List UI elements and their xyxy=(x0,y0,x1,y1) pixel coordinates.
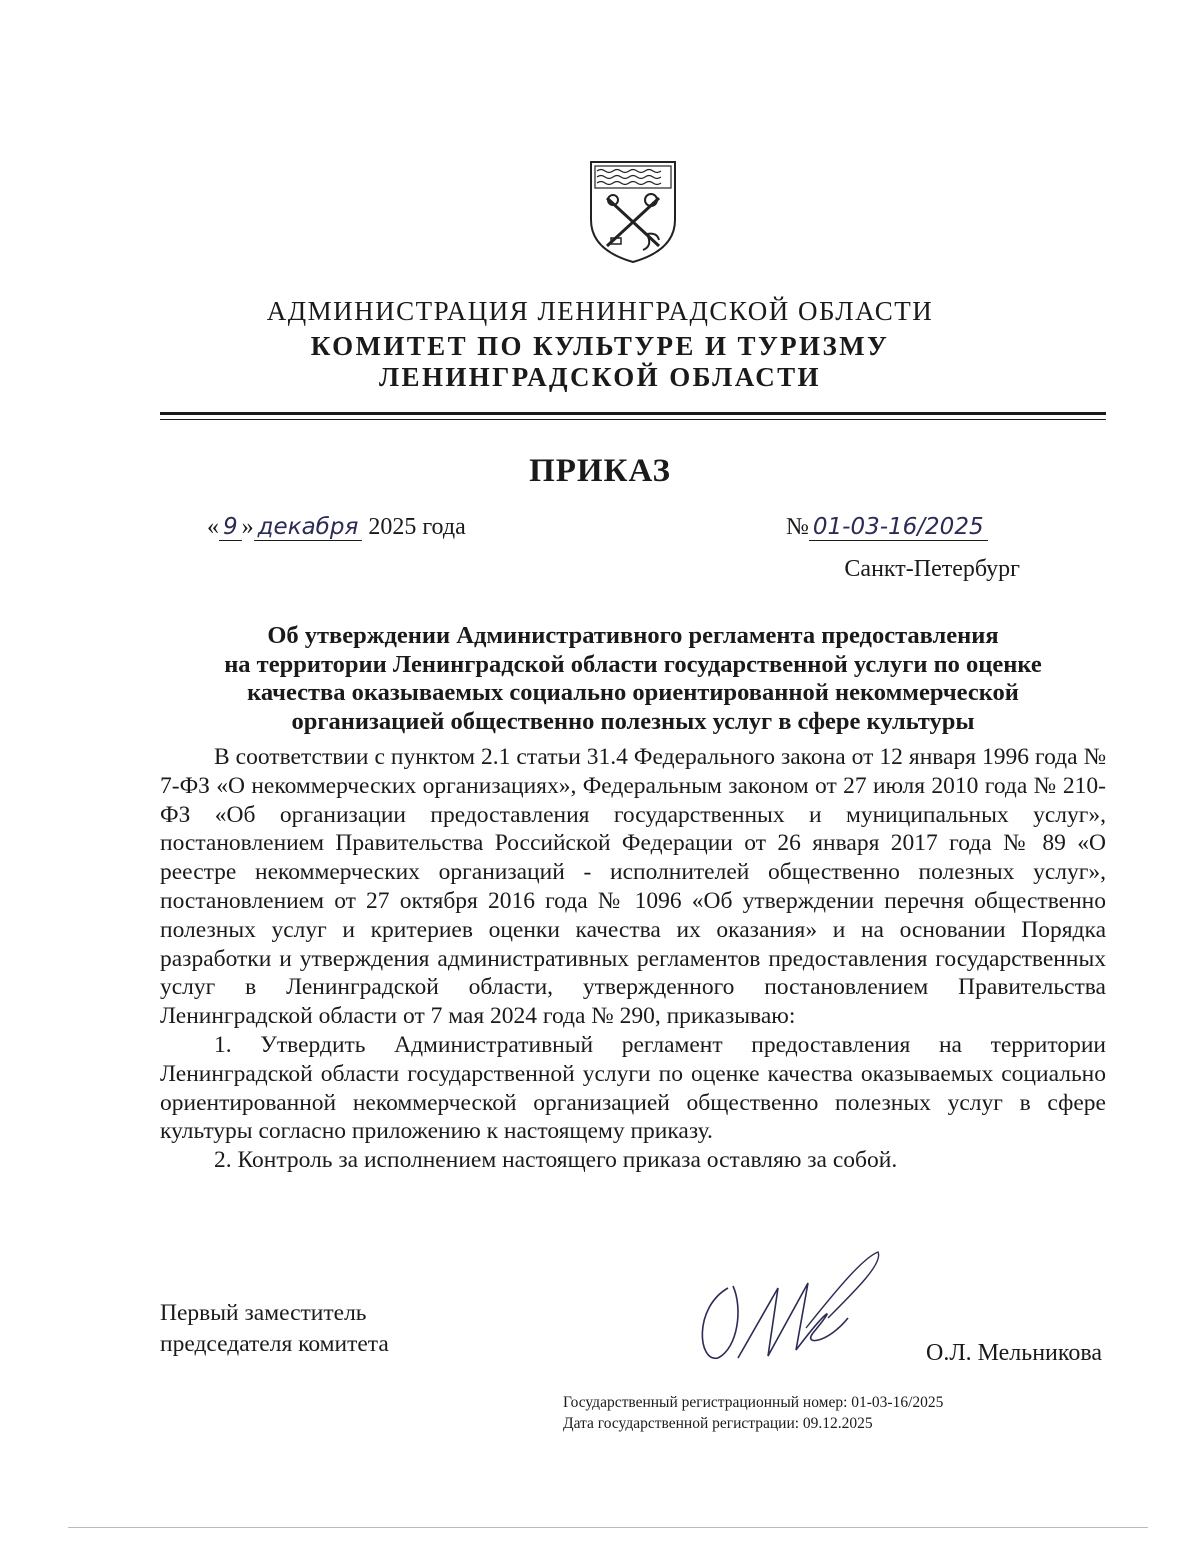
number-value: 01-03-16/2025 xyxy=(809,514,988,541)
number-prefix: № xyxy=(786,514,809,540)
registration-number: Государственный регистрационный номер: 01-03-16/2025 xyxy=(563,1394,944,1411)
order-item-2: 2. Контроль за исполнением настоящего приказа оставляю за собой. xyxy=(214,1147,898,1174)
signatory-name: О.Л. Мельникова xyxy=(925,1340,1102,1366)
position-line: председателя комитета xyxy=(160,1331,389,1357)
title-line: Об утверждении Административного регламента предоставления xyxy=(267,622,999,649)
date-open-quote: « xyxy=(207,514,219,540)
position-line: Первый заместитель xyxy=(160,1300,367,1326)
handwritten-signature xyxy=(688,1248,888,1378)
registration-stamp xyxy=(563,1392,943,1434)
title-line: организацией общественно полезных услуг в сфере культуры xyxy=(291,707,975,735)
registration-date: Дата государственной регистрации: 09.12.2025 xyxy=(563,1415,873,1432)
document-number xyxy=(786,514,988,541)
document-body xyxy=(160,743,1106,1175)
order-item-1: 1. Утвердить Административный регламент предоставления на территории Ленинградской области государственной услуги по оценке качества оказываемых социально ориентированной некоммерческой организацией общественно полезных услуг в сфере культуры согласно приложению к настоящему приказу. xyxy=(160,1031,1106,1145)
title-line: на территории Ленинградской области государственной услуги по оценке xyxy=(224,650,1042,678)
document-type: ПРИКАЗ xyxy=(529,453,671,489)
coat-of-arms-icon xyxy=(587,158,679,266)
title-line: качества оказываемых социально ориентированной некоммерческой xyxy=(247,679,1019,706)
org-name-line2: КОМИТЕТ ПО КУЛЬТУРЕ И ТУРИЗМУ xyxy=(310,331,890,361)
date-month: декабря xyxy=(254,514,363,541)
signatory-position xyxy=(160,1298,389,1360)
scan-edge-line xyxy=(68,1527,1148,1528)
header-rule-thin xyxy=(160,419,1106,420)
org-name-line3: ЛЕНИНГРАДСКОЙ ОБЛАСТИ xyxy=(379,362,821,392)
date-day: 9 xyxy=(219,514,242,541)
preamble-paragraph: В соответствии с пунктом 2.1 статьи 31.4 Федерального закона от 12 января 1996 года № 7-ФЗ «О некоммерческих организациях», Федеральным законом от 27 июля 2010 года № 210-ФЗ «Об организации предоставления государственных и муниципальных услуг», постановлением Правительства Российской Федерации от 26 января 2017 года № 89 «О реестре некоммерческих организаций - исполнителей общественно полезных услуг», постановлением от 27 октября 2016 года № 1096 «Об утверждении перечня общественно полезных услуг и критериев оценки качества их оказания» и на основании Порядка разработки и утверждения административных регламентов предоставления государственных услуг в Ленинградской области, утвержденного постановлением Правительства Ленинградской области от 7 мая 2024 года № 290, приказываю: xyxy=(160,744,1106,1030)
document-title xyxy=(160,622,1106,736)
document-date xyxy=(207,514,466,541)
document-city: Санкт-Петербург xyxy=(844,556,1020,582)
date-year: 2025 года xyxy=(368,514,466,540)
header-rule-thick xyxy=(160,412,1106,415)
date-close-quote: » xyxy=(241,514,254,540)
org-name-line1: АДМИНИСТРАЦИЯ ЛЕНИНГРАДСКОЙ ОБЛАСТИ xyxy=(266,296,934,326)
